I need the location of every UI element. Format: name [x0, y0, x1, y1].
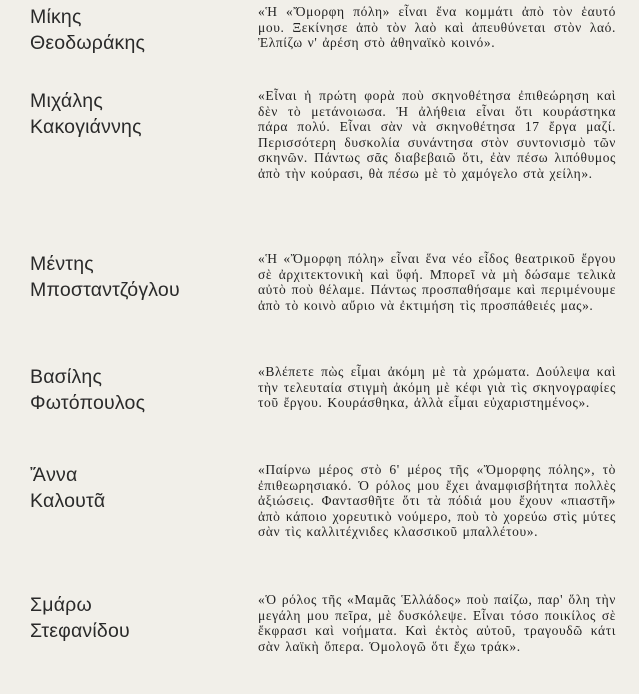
person-name: [30, 462, 230, 514]
person-name: [30, 251, 230, 303]
quote-text: «Εἶναι ἡ πρώτη φορὰ ποὺ σκηνοθέτησα ἐπιθεώρηση καὶ δὲν τὸ μετάνοιωσα. Ἡ ἀλήθεια εἶναι ὅτι κουράστηκα πάρα πολύ. Εἶναι σὰν νὰ σκηνοθέτησα 17 ἔργα μαζί. Περισσότερη δυσκολία συνάντησα στὸν συντονισμὸ τῶν σκηνῶν. Πάντως σᾶς διαβεβαιῶ ὅτι, ἐὰν πέσω λιπόθυμος ἀπὸ τὴν κούρασι, θὰ πέσω μὲ τὸ χαμόγελο στὰ χείλη».: [258, 88, 616, 181]
first-name: Μιχάλης: [30, 90, 103, 112]
person-name: [30, 4, 230, 56]
quote-text: «Ἡ «Ὄμορφη πόλη» εἶναι ἕνα νέο εἶδος θεατρικοῦ ἔργου σὲ ἀρχιτεκτονικὴ καὶ ὕφή. Μπορεῖ νὰ μὴ δώσαμε τελικὰ αὐτὸ ποὺ θέλαμε. Πάντως προσπαθήσαμε καὶ περιμένουμε ἀπὸ τὸ κοινὸ αὔριο νὰ ἐκτιμήση τὶς προσπάθειές μας».: [258, 251, 616, 313]
person-name: [30, 88, 230, 140]
first-name: Ἄννα: [30, 464, 78, 486]
quote-text: «Παίρνω μέρος στὸ 6' μέρος τῆς «Ὄμορφης πόλης», τὸ ἐπιθεωρησιακό. Ὁ ρόλος μου ἔχει ἀναμφισβήτητα πολλὲς ἀξιώσεις. Φαντασθῆτε ὅτι τὰ πόδιά μου ἔχουν «πιαστῆ» ἀπὸ κάποιο χορευτικὸ νούμερο, ποὺ τὸ χορεύω στὶς μύτες σὰν τὶς καλλιτέχνιδες κλασσικοῦ μπαλλέτου».: [258, 462, 616, 539]
first-name: Μέντης: [30, 253, 94, 275]
last-name: Στεφανίδου: [30, 620, 130, 642]
quote-text: «Ἡ «Ὄμορφη πόλη» εἶναι ἕνα κομμάτι ἀπὸ τὸν ἑαυτό μου. Ξεκίνησε ἀπὸ τὸν λαὸ καὶ ἀπευθύνεται στὸν λαό. Ἐλπίζω ν' ἀρέση στὸ ἀθηναϊκὸ κοινό».: [258, 4, 616, 50]
first-name: Μίκης: [30, 6, 82, 28]
last-name: Καλουτᾶ: [30, 490, 106, 512]
quote-text: «Ὁ ρόλος τῆς «Μαμᾶς Ἑλλάδος» ποὺ παίζω, παρ' ὅλη τὴν μεγάλη μου πεῖρα, μὲ δυσκόλεψε. Εἶναι τόσο ποικίλος σὲ ἔκφρασι καὶ νοήματα. Καὶ ἐκτὸς αὐτοῦ, τραγουδῶ κάτι σὰν λαϊκὴ ὄπερα. Ὁμολογῶ ὅτι ἔχω τράκ».: [258, 592, 616, 654]
last-name: Φωτόπουλος: [30, 392, 146, 414]
first-name: Βασίλης: [30, 366, 103, 388]
person-name: [30, 364, 230, 416]
last-name: Κακογιάννης: [30, 116, 142, 138]
last-name: Θεοδωράκης: [30, 32, 146, 54]
quote-text: «Βλέπετε πὼς εἶμαι ἀκόμη μὲ τὰ χρώματα. Δούλεψα καὶ τὴν τελευταία στιγμὴ ἀκόμη μὲ κέφι γιὰ τὶς σκηνογραφίες τοῦ ἔργου. Κουράσθηκα, ἀλλὰ εἶμαι εὐχαριστημένος».: [258, 364, 616, 410]
first-name: Σμάρω: [30, 594, 92, 616]
last-name: Μποσταντζόγλου: [30, 279, 180, 301]
person-name: [30, 592, 230, 644]
